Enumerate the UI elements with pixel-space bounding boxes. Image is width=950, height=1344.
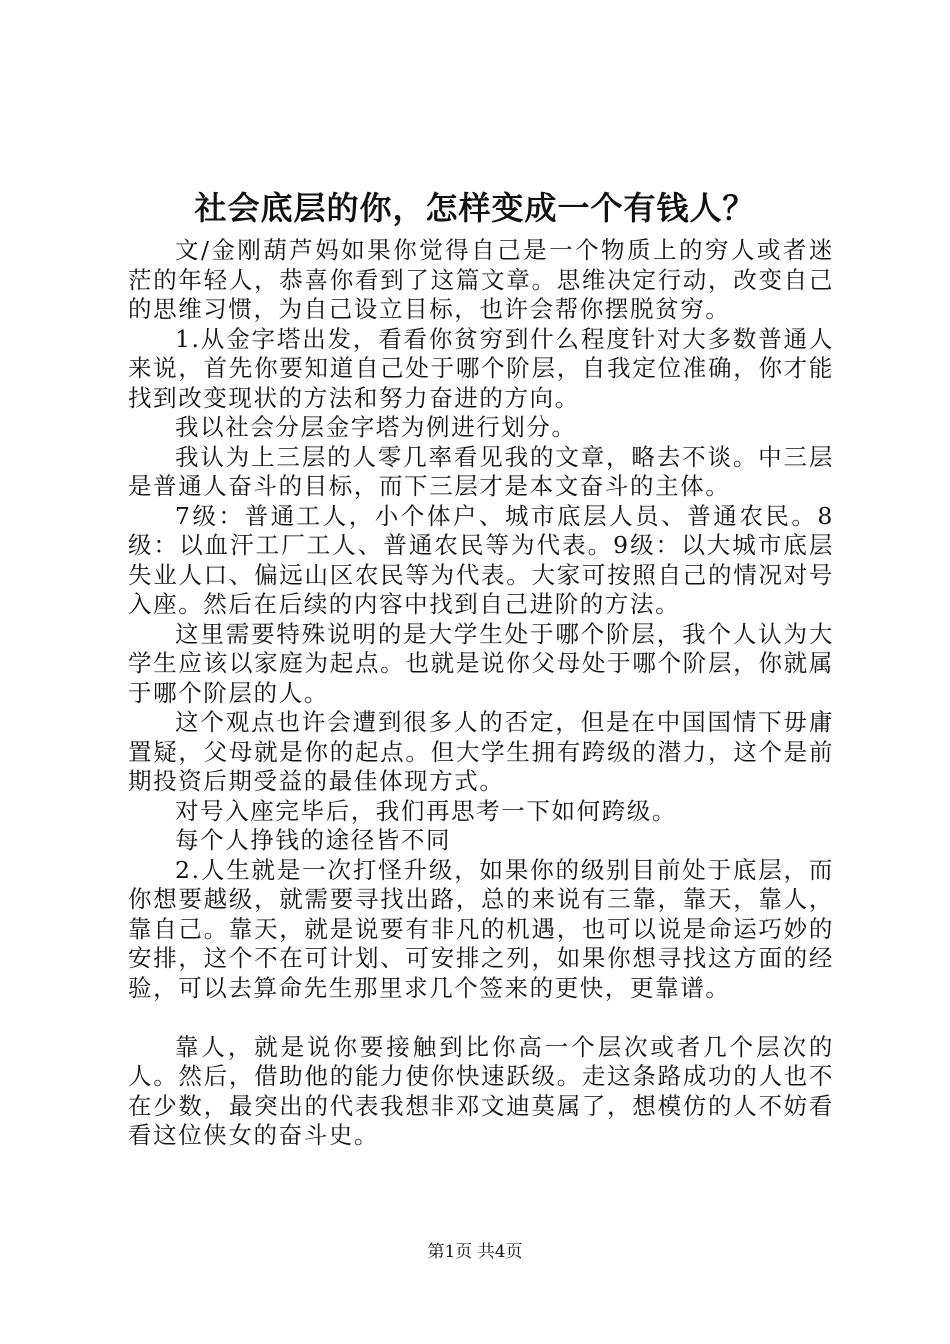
paragraph: 文/金刚葫芦妈如果你觉得自己是一个物质上的穷人或者迷茫的年轻人，恭喜你看到了这篇文章。思维决定行动，改变自己的思维习惯，为自己设立目标，也许会帮你摆脱贫穷。 bbox=[128, 236, 834, 323]
paragraph: 2.人生就是一次打怪升级，如果你的级别目前处于底层，而你想要越级，就需要寻找出路，总的来说有三靠，靠天，靠人，靠自己。靠天，就是说要有非凡的机遇，也可以说是命运巧妙的安排，这个不在可计划、可安排之列，如果你想寻找这方面的经验，可以去算命先生那里求几个签来的更快，更靠谱。 bbox=[128, 855, 834, 1002]
paragraph: 我认为上三层的人零几率看见我的文章，略去不谈。中三层是普通人奋斗的目标，而下三层才是本文奋斗的主体。 bbox=[128, 442, 834, 500]
paragraph: 对号入座完毕后，我们再思考一下如何跨级。 bbox=[175, 796, 677, 825]
document-title: 社会底层的你，怎样变成一个有钱人？ bbox=[194, 189, 756, 227]
paragraph: 这里需要特殊说明的是大学生处于哪个阶层，我个人认为大学生应该以家庭为起点。也就是说你父母处于哪个阶层，你就属于哪个阶层的人。 bbox=[128, 619, 834, 707]
paragraph: 1.从金字塔出发，看看你贫穷到什么程度针对大多数普通人来说，首先你要知道自己处于哪个阶层，自我定位准确，你才能找到改变现状的方法和努力奋进的方向。 bbox=[128, 324, 834, 412]
page-number-footer: 第1页 共4页 bbox=[427, 1242, 523, 1262]
paragraph: 我以社会分层金字塔为例进行划分。 bbox=[175, 413, 577, 441]
paragraph: 7级：普通工人，小个体户、城市底层人员、普通农民。8级：以血汗工厂工人、普通农民等为代表。9级：以大城市底层失业人口、偏远山区农民等为代表。大家可按照自己的情况对号入座。然后在后续的内容中找到自己进阶的方法。 bbox=[128, 501, 834, 618]
document-body bbox=[128, 236, 834, 1151]
paragraph: 靠人，就是说你要接触到比你高一个层次或者几个层次的人。然后，借助他的能力使你快速跃级。走这条路成功的人也不在少数，最突出的代表我想非邓文迪莫属了，想模仿的人不妨看看这位侠女的奋斗史。 bbox=[128, 1032, 834, 1149]
paragraph: 这个观点也许会遭到很多人的否定，但是在中国国情下毋庸置疑，父母就是你的起点。但大学生拥有跨级的潜力，这个是前期投资后期受益的最佳体现方式。 bbox=[128, 708, 834, 795]
paragraph: 每个人挣钱的途径皆不同 bbox=[175, 826, 452, 854]
